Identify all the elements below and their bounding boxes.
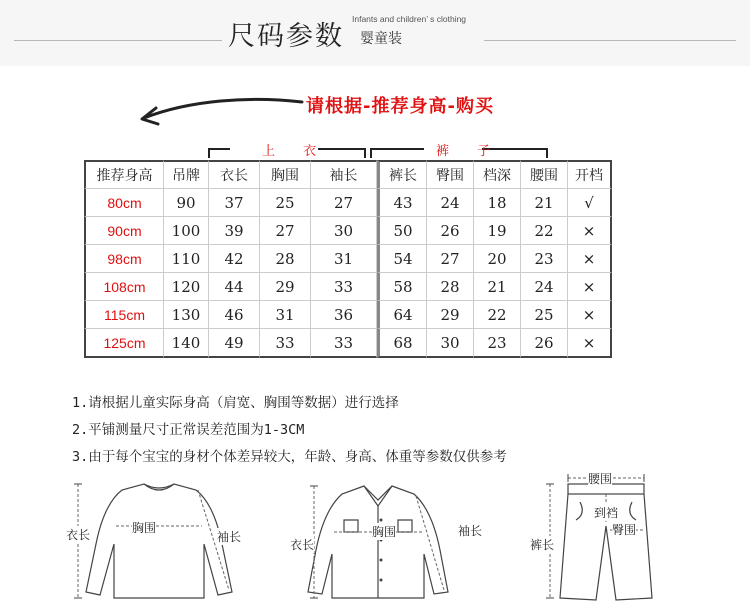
open-crotch-cell: × — [568, 217, 612, 245]
shirt-icon — [286, 480, 490, 604]
table-cell: 27 — [311, 189, 377, 217]
shirt-diagram — [286, 480, 490, 604]
page-title: 尺码参数 — [228, 21, 344, 52]
sleeve-label: 袖长 — [217, 530, 242, 544]
table-cell: 46 — [209, 301, 260, 329]
table-cell: 20 — [474, 245, 521, 273]
note-item: 3.由于每个宝宝的身材个体差异较大，年龄、身高、体重等参数仅供参考 — [72, 449, 507, 465]
table-cell: 29 — [260, 273, 311, 301]
column-header: 臀围 — [427, 160, 474, 189]
table-cell: 100 — [164, 217, 209, 245]
table-row — [84, 245, 612, 273]
column-header: 裤长 — [377, 160, 427, 189]
notes-list — [72, 390, 507, 471]
table-cell: 25 — [521, 301, 568, 329]
table-cell: 26 — [521, 329, 568, 358]
table-cell: 90 — [164, 189, 209, 217]
size-advice: 请根据-推荐身高-购买 — [306, 96, 494, 117]
table-row — [84, 329, 612, 358]
table-cell: 29 — [427, 301, 474, 329]
table-cell: 24 — [427, 189, 474, 217]
table-row — [84, 189, 612, 217]
table-cell: 28 — [427, 273, 474, 301]
table-cell: 110 — [164, 245, 209, 273]
column-header: 衣长 — [209, 160, 260, 189]
height-cell: 115cm — [84, 301, 164, 329]
page-subtitle: 婴童装 — [360, 31, 402, 47]
table-cell: 25 — [260, 189, 311, 217]
height-cell: 98cm — [84, 245, 164, 273]
note-item: 2.平铺测量尺寸正常误差范围为1-3CM — [72, 422, 305, 438]
group-label-top: 上 衣 — [262, 144, 329, 159]
group-label-pants: 裤 子 — [436, 144, 503, 159]
table-cell: 28 — [260, 245, 311, 273]
open-crotch-cell: √ — [568, 189, 612, 217]
open-crotch-cell: × — [568, 301, 612, 329]
crotch-label: 到裆 — [594, 506, 619, 520]
table-cell: 31 — [311, 245, 377, 273]
table-cell: 37 — [209, 189, 260, 217]
height-cell: 80cm — [84, 189, 164, 217]
table-row — [84, 273, 612, 301]
table-cell: 42 — [209, 245, 260, 273]
table-cell: 21 — [521, 189, 568, 217]
table-cell: 36 — [311, 301, 377, 329]
column-header: 开档 — [568, 160, 612, 189]
table-row — [84, 217, 612, 245]
open-crotch-cell: × — [568, 273, 612, 301]
table-cell: 19 — [474, 217, 521, 245]
table-cell: 31 — [260, 301, 311, 329]
pants-bracket-left — [370, 148, 424, 158]
table-cell: 18 — [474, 189, 521, 217]
table-cell: 27 — [260, 217, 311, 245]
table-cell: 22 — [521, 217, 568, 245]
column-header: 档深 — [474, 160, 521, 189]
open-crotch-cell: × — [568, 329, 612, 358]
table-cell: 50 — [377, 217, 427, 245]
table-cell: 44 — [209, 273, 260, 301]
height-cell: 125cm — [84, 329, 164, 358]
height-cell: 108cm — [84, 273, 164, 301]
table-cell: 26 — [427, 217, 474, 245]
table-cell: 120 — [164, 273, 209, 301]
column-header: 袖长 — [311, 160, 377, 189]
tshirt-diagram — [64, 474, 254, 604]
sleeve-label: 袖长 — [458, 524, 483, 538]
table-header-row — [84, 160, 612, 189]
arrow-left-icon — [130, 88, 306, 132]
table-cell: 130 — [164, 301, 209, 329]
table-cell: 33 — [311, 329, 377, 358]
table-cell: 49 — [209, 329, 260, 358]
waist-label: 腰围 — [588, 472, 613, 486]
table-cell: 23 — [521, 245, 568, 273]
table-cell: 68 — [377, 329, 427, 358]
table-row — [84, 301, 612, 329]
column-header: 吊牌 — [164, 160, 209, 189]
chest-label: 胸围 — [132, 521, 157, 535]
table-cell: 22 — [474, 301, 521, 329]
table-cell: 27 — [427, 245, 474, 273]
length-label: 衣长 — [66, 528, 91, 542]
table-cell: 33 — [260, 329, 311, 358]
table-cell: 24 — [521, 273, 568, 301]
table-cell: 23 — [474, 329, 521, 358]
table-cell: 58 — [377, 273, 427, 301]
size-table — [84, 160, 612, 358]
table-cell: 54 — [377, 245, 427, 273]
table-cell: 64 — [377, 301, 427, 329]
column-header: 推荐身高 — [84, 160, 164, 189]
column-header: 胸围 — [260, 160, 311, 189]
table-cell: 33 — [311, 273, 377, 301]
pants-diagram — [526, 466, 676, 606]
note-item: 1.请根据儿童实际身高（肩宽、胸围等数据）进行选择 — [72, 395, 399, 411]
header-line-right — [484, 40, 736, 41]
page-title-english: Infants and children’ s clothing — [352, 14, 467, 24]
table-cell: 140 — [164, 329, 209, 358]
chest-label: 胸围 — [372, 525, 397, 539]
table-cell: 21 — [474, 273, 521, 301]
column-header: 腰围 — [521, 160, 568, 189]
top-bracket-left — [208, 148, 230, 158]
length-label: 裤长 — [530, 538, 555, 552]
height-cell: 90cm — [84, 217, 164, 245]
table-cell: 39 — [209, 217, 260, 245]
length-label: 衣长 — [290, 538, 315, 552]
open-crotch-cell: × — [568, 245, 612, 273]
table-cell: 30 — [427, 329, 474, 358]
hip-label: 臀围 — [612, 523, 637, 537]
table-cell: 43 — [377, 189, 427, 217]
table-cell: 30 — [311, 217, 377, 245]
header-line-left — [14, 40, 222, 41]
